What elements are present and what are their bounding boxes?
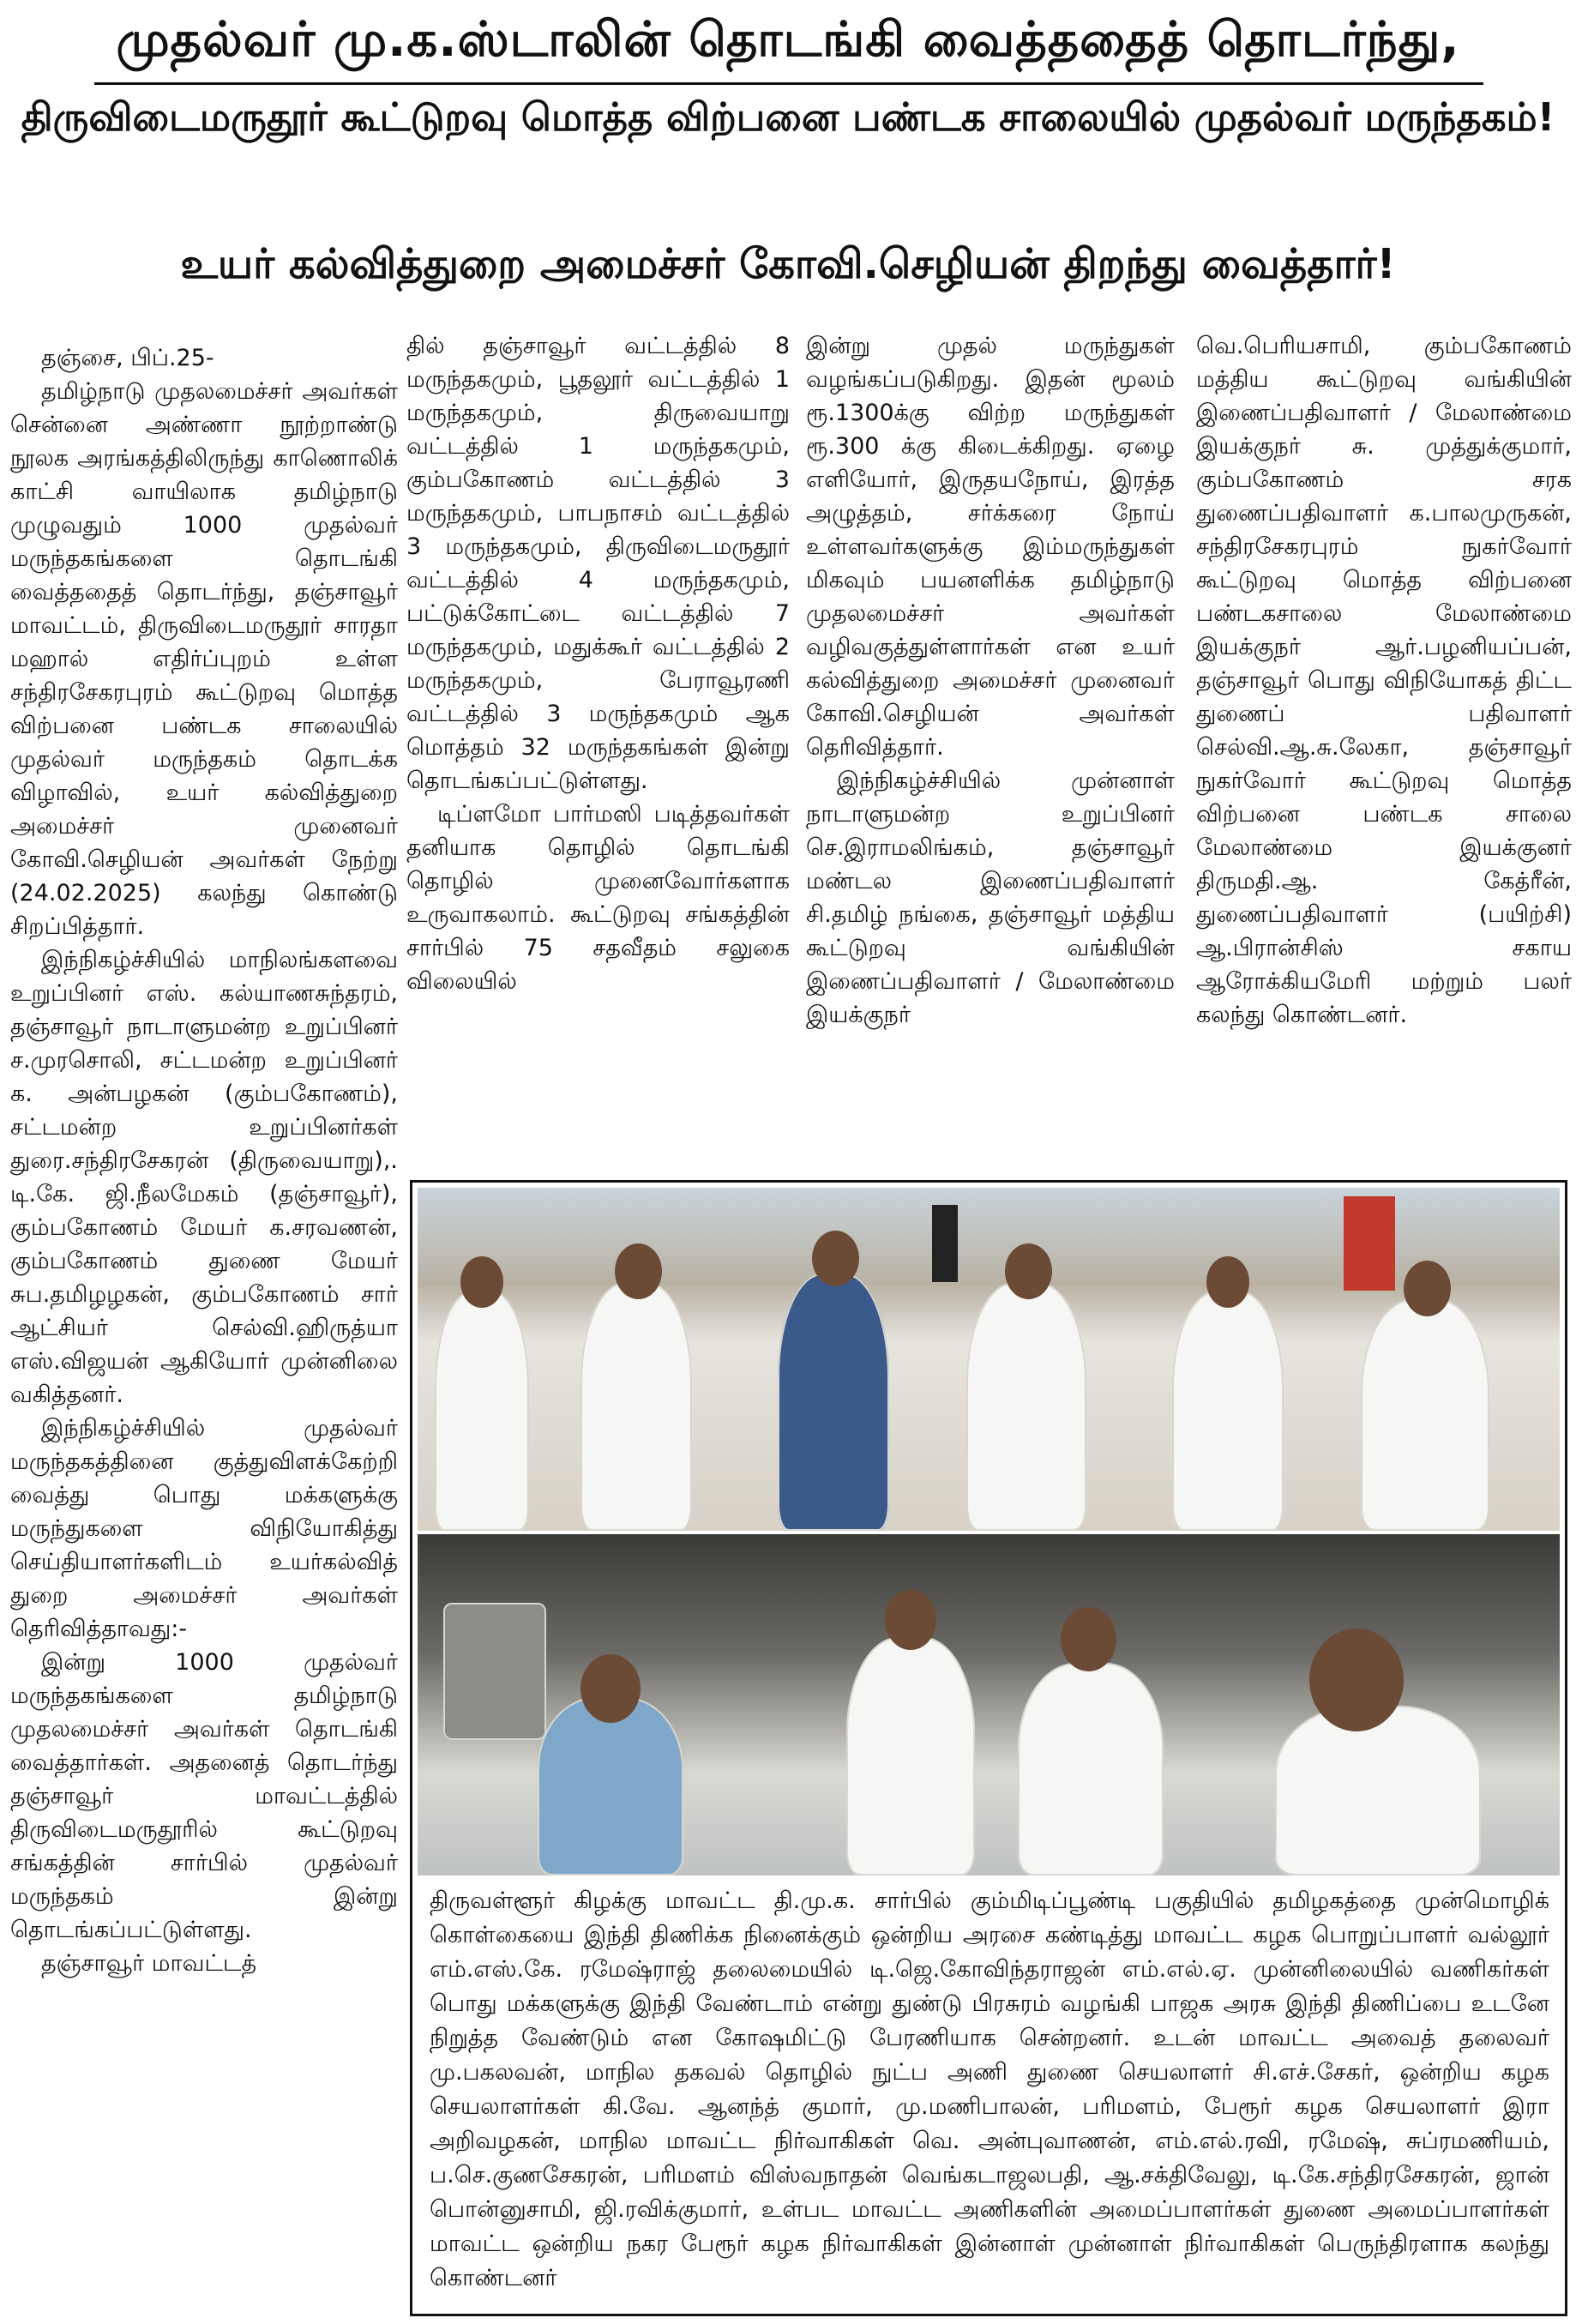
person-figure xyxy=(443,1603,546,1740)
article-paragraph: தில் தஞ்சாவூர் வட்டத்தில் 8 மருந்தகமும், பூதலூர் வட்டத்தில் 1 மருந்தகமும், திருவையாறு வட்டத்தில் 1 மருந்தகமும், கும்பகோணம் வட்டத்தில் 3 மருந்தகமும், பாபநாசம் வட்டத்தில் 3 மருந்தகமும், திருவிடைமருதூர் வட்டத்தில் 4 மருந்தகமும், பட்டுக்கோட்டை வட்டத்தில் 7 மருந்தகமும், மதுக்கூர் வட்டத்தில் 2 மருந்தகமும், பேராவூரணி வட்டத்தில் 3 மருந்தகமும் ஆக மொத்தம் 32 மருந்தகங்கள் இன்று தொடங்கப்பட்டுள்ளது. xyxy=(406,333,790,794)
person-head xyxy=(615,1243,662,1299)
article-paragraph: இன்று முதல் மருந்துகள் வழங்கப்படுகிறது. இதன் மூலம் ரூ.1300க்கு விற்ற மருந்துகள் ரூ.300 க்கு கிடைக்கிறது. ஏழை எளியோர், இருதயநோய், இரத்த அழுத்தம், சர்க்கரை நோய் உள்ளவர்களுக்கு இம்மருந்துகள் மிகவும் பயனளிக்க தமிழ்நாடு முதலமைச்சர் அவர்கள் வழிவகுத்துள்ளார்கள் என உயர் கல்வித்துறை அமைச்சர் முனைவர் கோவி.செழியன் அவர்கள் தெரிவித்தார். xyxy=(806,333,1175,761)
article-column-3 xyxy=(806,329,1175,1153)
person-head xyxy=(885,1590,936,1650)
headline-line-3: உயர் கல்வித்துறை அமைச்சர் கோவி.செழியன் திறந்து வைத்தார்! xyxy=(180,240,1396,288)
person-head xyxy=(1206,1256,1249,1308)
dateline: தஞ்சை, பிப்.25- xyxy=(41,345,214,371)
person-figure xyxy=(1018,1663,1164,1875)
headline-line-1: முதல்வர் மு.க.ஸ்டாலின் தொடங்கி வைத்ததைத் தொடர்ந்து, xyxy=(116,12,1460,68)
article-paragraph: தமிழ்நாடு முதலமைச்சர் அவர்கள் சென்னை அண்ணா நூற்றாண்டு நூலக அரங்கத்திலிருந்து காணொலிக் காட்சி வாயிலாக தமிழ்நாடு முழுவதும் 1000 முதல்வர் மருந்தகங்களை தொடங்கி வைத்ததைத் தொடர்ந்து, தஞ்சாவூர் மாவட்டம், திருவிடைமருதூர் சாரதா மஹால் எதிர்ப்புறம் உள்ள சந்திரசேகரபுரம் கூட்டுறவு மொத்த விற்பனை பண்டக சாலையில் முதல்வர் மருந்தகம் தொடக்க விழாவில், உயர் கல்வித்துறை அமைச்சர் முனைவர் கோவி.செழியன் அவர்கள் நேற்று (24.02.2025) கலந்து கொண்டு சிறப்பித்தார். xyxy=(10,378,398,940)
person-figure xyxy=(538,1697,683,1875)
article-paragraph: இன்று 1000 முதல்வர் மருந்தகங்களை தமிழ்நாடு முதலமைச்சர் அவர்கள் தொடங்கி வைத்தார்கள். அதனைத் தொடர்ந்து தஞ்சாவூர் மாவட்டத்தில் திருவிடைமருதூரில் கூட்டுறவு சங்கத்தின் சார்பில் முதல்வர் மருந்தகம் இன்று தொடங்கப்பட்டுள்ளது. xyxy=(10,1649,398,1943)
article-paragraph: இந்நிகழ்ச்சியில் முதல்வர் மருந்தகத்தினை குத்துவிளக்கேற்றி வைத்து பொது மக்களுக்கு மருந்துகளை விநியோகித்து செய்தியாளர்களிடம் உயர்கல்வித் துறை அமைச்சர் அவர்கள் தெரிவித்தாவது:- xyxy=(10,1415,398,1642)
person-head xyxy=(460,1256,503,1308)
person-head xyxy=(580,1654,641,1723)
article-paragraph: இந்நிகழ்ச்சியில் முன்னாள் நாடாளுமன்ற உறுப்பினர் செ.இராமலிங்கம், தஞ்சாவூர் மண்டல இணைப்பதிவாளர் சி.தமிழ் நங்கை, தஞ்சாவூர் மத்திய கூட்டுறவு வங்கியின் இணைப்பதிவாளர் / மேலாண்மை இயக்குநர் xyxy=(806,768,1175,1028)
person-head xyxy=(1061,1607,1116,1671)
headline-rule xyxy=(94,82,1483,85)
photo-caption: திருவள்ளூர் கிழக்கு மாவட்ட தி.மு.க. சார்பில் கும்மிடிப்பூண்டி பகுதியில் தமிழகத்தை முன்மொழிக் கொள்கையை இந்தி திணிக்க நினைக்கும் ஒன்றிய அரசை கண்டித்து மாவட்ட கழக பொறுப்பாளர் வல்லூர் எம்.எஸ்.கே. ரமேஷ்ராஜ் தலைமையில் டி.ஜெ.கோவிந்தராஜன் எம்.எல்.ஏ. முன்னிலையில் வணிகர்கள் பொது மக்களுக்கு இந்தி வேண்டாம் என்று துண்டு பிரசுரம் வழங்கி பாஜக அரசு இந்தி திணிப்பை உடனே நிறுத்த வேண்டும் என கோஷமிட்டு பேரணியாக சென்றனர். உடன் மாவட்ட அவைத் தலைவர் மு.பகலவன், மாநில தகவல் தொழில் நுட்ப அணி துணை செயலாளர் சி.எச்.சேகர், ஒன்றிய கழக செயலாளர்கள் கி.வே. ஆனந்த் குமார், மு.மணிபாலன், பரிமளம், பேரூர் கழக செயலாளர் இரா அறிவழகன், மாநில மாவட்ட நிர்வாகிகள் வெ. அன்புவாணன், எம்.எல்.ரவி, ரமேஷ், சுப்ரமணியம், ப.செ.குணசேகரன், பரிமளம் விஸ்வநாதன் வெங்கடாஜலபதி, ஆ.சக்திவேலு, டி.கே.சந்திரசேகரன், ஜான் பொன்னுசாமி, ஜி.ரவிக்குமார், உள்பட மாவட்ட அணிகளின் அமைப்பாளர்கள் துணை அமைப்பாளர்கள் மாவட்ட ஒன்றிய நகர பேரூர் கழக நிர்வாகிகள் இன்னாள் முன்னாள் நிர்வாகிகள் பெருந்திரளாக கலந்து கொண்டனர் xyxy=(430,1887,1549,2291)
flag-banner xyxy=(1344,1196,1395,1291)
person-head xyxy=(812,1231,859,1286)
person-figure xyxy=(1361,1299,1489,1531)
person-figure xyxy=(580,1282,692,1531)
person-figure xyxy=(435,1291,529,1531)
article-column-1 xyxy=(10,341,398,2318)
article-paragraph: வெ.பெரியசாமி, கும்பகோணம் மத்திய கூட்டுறவு வங்கியின் இணைப்பதிவாளர் / மேலாண்மை இயக்குநர் சு. முத்துக்குமார், கும்பகோணம் சரக துணைப்பதிவாளர் க.பாலமுருகன், சந்திரசேகரபுரம் நுகர்வோர் கூட்டுறவு மொத்த விற்பனை பண்டகசாலை மேலாண்மை இயக்குநர் ஆர்.பழனியப்பன், தஞ்சாவூர் பொது விநியோகத் திட்ட துணைப் பதிவாளர் செல்வி.ஆ.சு.லேகா, தஞ்சாவூர் நுகர்வோர் கூட்டுறவு மொத்த விற்பனை பண்டக சாலை மேலாண்மை இயக்குனர் திருமதி.ஆ. கேத்ரீன், துணைப்பதிவாளர் (பயிற்சி) ஆ.பிரான்சிஸ் சகாய ஆரோக்கியமேரி மற்றும் பலர் கலந்து கொண்டனர். xyxy=(1196,333,1572,1028)
person-figure xyxy=(846,1637,975,1875)
headline-line-2: திருவிடைமருதூர் கூட்டுறவு மொத்த விற்பனை பண்டக சாலையில் முதல்வர் மருந்தகம்! xyxy=(21,94,1555,140)
rally-photo xyxy=(418,1188,1560,1531)
person-head xyxy=(1309,1629,1404,1731)
photo-feature-box xyxy=(410,1180,1567,2316)
article-paragraph: டிப்ளமோ பார்மஸி படித்தவர்கள் தனியாக தொழில் தொடங்கி தொழில் முனைவோர்களாக உருவாகலாம். கூட்டுறவு சங்கத்தின் சார்பில் 75 சதவீதம் சலுகை விலையில் xyxy=(406,801,790,995)
person-figure xyxy=(1172,1291,1284,1531)
article-column-4 xyxy=(1196,329,1572,1153)
person-figure xyxy=(966,1282,1086,1531)
flag-banner xyxy=(932,1205,958,1282)
person-figure xyxy=(1275,1706,1481,1875)
article-column-2 xyxy=(406,329,790,1153)
article-paragraph: தஞ்சாவூர் மாவட்டத் xyxy=(41,1950,257,1977)
person-figure xyxy=(778,1273,889,1531)
person-head xyxy=(1404,1261,1451,1316)
person-head xyxy=(1005,1243,1052,1299)
leaflet-distribution-photo xyxy=(418,1534,1560,1875)
article-paragraph: இந்நிகழ்ச்சியில் மாநிலங்களவை உறுப்பினர் எஸ். கல்யாணசுந்தரம், தஞ்சாவூர் நாடாளுமன்ற உறுப்பினர் ச.முரசொலி, சட்டமன்ற உறுப்பினர் க. அன்பழகன் (கும்பகோணம்), சட்டமன்ற உறுப்பினர்கள் துரை.சந்திரசேகரன் (திருவையாறு),. டி.கே. ஜி.நீலமேகம் (தஞ்சாவூர்), கும்பகோணம் மேயர் க.சரவணன், கும்பகோணம் துணை மேயர் சுப.தமிழழகன், கும்பகோணம் சார் ஆட்சியர் செல்வி.ஹிருத்யா எஸ்.விஜயன் ஆகியோர் முன்னிலை வகித்தனர். xyxy=(10,947,398,1408)
